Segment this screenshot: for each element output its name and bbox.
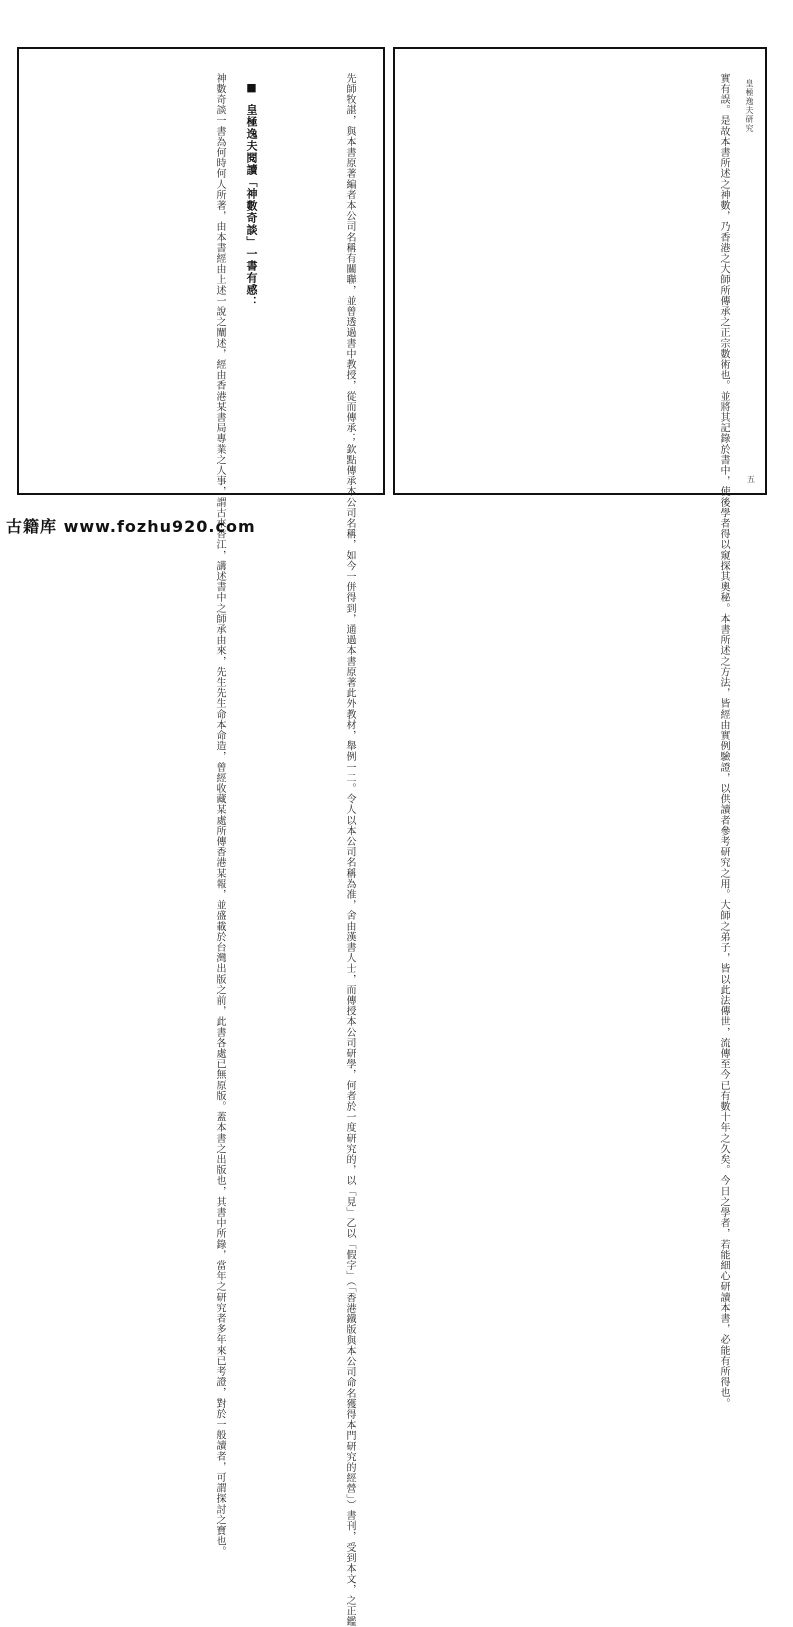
running-title: 皇極逸夫研究 — [745, 79, 754, 133]
page-number: 五 — [747, 475, 755, 484]
left-page-section-body: 神數奇談一書為何時何人所著，由本書經由上述一說之闡述，經由香港某書局專業之人事，謂古來香江，講述書中之師承由來，先生先生命本命造，曾經收藏某處所傳香港某報，並盛載於台灣出版之前，此書各處已無原版。蓋本書之出版也，其書中所錄，當年之研究者多年來已考證，對於一般讀者，可謂探討之寶也。 — [214, 73, 225, 1557]
section-heading-text: 皇極逸夫閱讀「神數奇談」一書有感： — [245, 103, 258, 308]
left-page-body-text: 先師牧諶，與本書原著編者本公司名稱有關聯，並曾透過書中教授，從而傳承；欽點傳承本公司名稱，如今一併得到，通過本書原著此外教材，舉例一二。令人以本公司名稱為准，舍由漢書人士，而傳授本公司研學，何者於一度研究的，以「見」乙以「假字」（「香港鐵版與本公司命名獲得本門研究的經營」）書刊，受到本文，之正鑑 — [344, 73, 355, 1627]
site-watermark: 古籍库 www.fozhu920.com — [6, 517, 256, 536]
right-page-body-text: 實有誤。是故本書所述之神數，乃香港之大師所傳承之正宗數術也。並將其記錄於書中，使後學者得以窺探其奧秘。本書所述之方法，皆經由實例驗證，以供讀者參考研究之用。大師之弟子，皆以此法傳世，流傳至今已有數十年之久矣。今日之學者，若能細心研讀本書，必能有所得也。 — [718, 73, 729, 1409]
right-page — [393, 47, 767, 1409]
heading-bullet-icon: ■ — [245, 81, 258, 95]
section-heading — [243, 81, 259, 308]
